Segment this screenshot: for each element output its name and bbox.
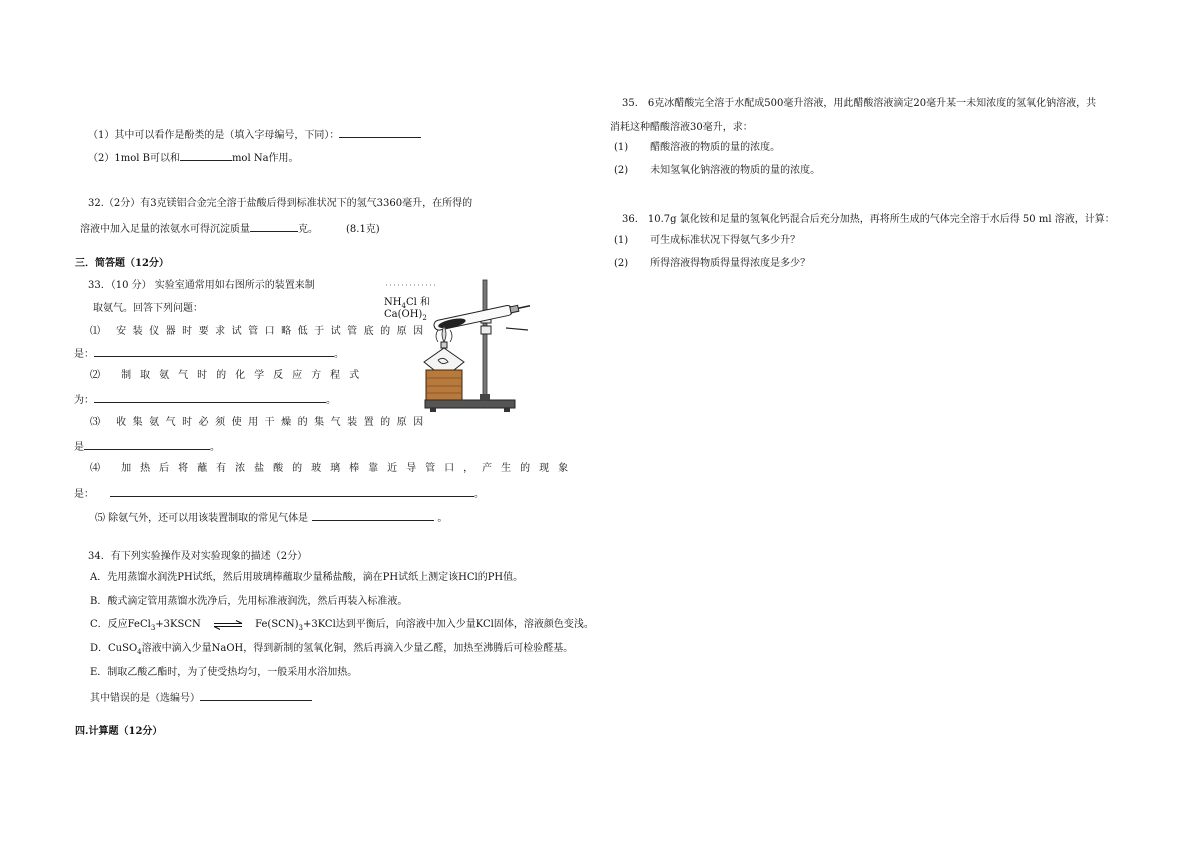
q34-answer: 其中错误的是（选编号） [90, 690, 312, 706]
q36-line1: 36． 10.7g 氯化铵和足量的氢氧化钙混合后充分加热，再将所生成的气体完全溶于水后得 50 ml 溶液，计算： [622, 214, 1115, 225]
q33-line1: 33．（10 分） 实验室通常用如右图所示的装置来制 [88, 280, 315, 291]
q35-line2: 消耗这种醋酸溶液30毫升，求： [610, 122, 753, 133]
answer-blank[interactable] [84, 439, 210, 450]
q33-4-line1: ⑷ 加热后将蘸有浓盐酸的玻璃棒靠近导管口，产生的现象 [90, 463, 578, 474]
q34-heading: 34．有下列实验操作及对实验现象的描述（2分） [88, 551, 308, 562]
answer-blank[interactable] [94, 392, 326, 403]
q34-option-a: A．先用蒸馏水润洗PH试纸，然后用玻璃棒蘸取少量稀盐酸，滴在PH试纸上测定该HCl的PH值。 [90, 572, 524, 583]
section-4-heading: 四.计算题（12分） [75, 726, 163, 737]
q35-line1: 35． 6克冰醋酸完全溶于水配成500毫升溶液，用此醋酸溶液滴定20毫升某一未知浓度的氢氧化钠溶液，共 [622, 98, 1097, 109]
answer-blank[interactable] [180, 150, 232, 161]
q31-part1: （1）其中可以看作是酚类的是（填入字母编号，下同）： [88, 127, 421, 143]
figure-label-caoh2: $Ca(OH)_2$ [384, 309, 427, 322]
q33-2-line2: 为： 。 [74, 392, 336, 408]
q33-4-line2: 是： 。 [74, 486, 484, 502]
q33-5: ⑸ 除氨气外，还可以用该装置制取的常见气体是 。 [95, 510, 447, 526]
q36-sub2: (2) 所得溶液得物质得量得浓度是多少？ [614, 258, 811, 269]
q33-3-line1: ⑶ 收集氨气时必须使用干燥的集气装置的原因 [90, 417, 430, 428]
q34-option-d: D．CuSO$_4$溶液中滴入少量NaOH，得到新制的氢氧化铜，然后再滴入少量乙醛，加热至沸腾后可检验醛基。 [90, 643, 574, 656]
figure-label-nh4cl: $NH_4Cl$ 和 [384, 297, 430, 310]
q35-sub1: (1) 醋酸溶液的物质的量的浓度。 [614, 142, 781, 153]
answer-blank[interactable] [339, 127, 421, 138]
equilibrium-arrow-icon [212, 620, 244, 630]
apparatus-drawing [378, 276, 538, 416]
q32-line1: 32.（2分）有3克镁铝合金完全溶于盐酸后得到标准状况下的氢气3360毫升，在所得的 [88, 198, 473, 209]
q33-1-line2: 是： 。 [74, 346, 344, 362]
section-3-heading: 三．简答题（12分） [75, 258, 169, 269]
q33-line2: 取氨气。回答下列问题： [93, 303, 203, 314]
answer-blank[interactable] [250, 221, 298, 232]
q35-sub2: (2) 未知氢氧化钠溶液的物质的量的浓度。 [614, 165, 821, 176]
ammonia-apparatus-figure [378, 276, 538, 416]
q36-sub1: (1) 可生成标准状况下得氨气多少升？ [614, 235, 801, 246]
answer-blank[interactable] [200, 690, 312, 701]
q34-option-c: C．反应FeCl$_3$+3KSCN $Fe(SCN)_3+3KCl$达到平衡后，向溶液中加入少量KCl固体，溶液颜色变浅。 [90, 619, 594, 632]
answer-blank[interactable] [94, 346, 334, 357]
q34-option-e: E．制取乙酸乙酯时，为了使受热均匀，一般采用水浴加热。 [90, 667, 358, 678]
answer-blank[interactable] [312, 510, 434, 521]
q34-option-b: B．酸式滴定管用蒸馏水洗净后，先用标准液润洗，然后再装入标准液。 [90, 596, 408, 607]
q32-line2: 溶液中加入足量的浓氨水可得沉淀质量 克。 (8.1克) [80, 221, 380, 237]
q33-3-line2: 是 。 [74, 439, 220, 455]
answer-blank[interactable] [110, 486, 474, 497]
q32-answer: (8.1克) [346, 224, 380, 235]
q33-1-line1: ⑴ 安装仪器时要求试管口略低于试管底的原因 [90, 326, 430, 337]
q33-2-line1: ⑵ 制取氨气时的化学反应方程式 [90, 370, 369, 381]
q31-part2: （2）1mol B可以和 mol Na作用。 [88, 150, 299, 166]
